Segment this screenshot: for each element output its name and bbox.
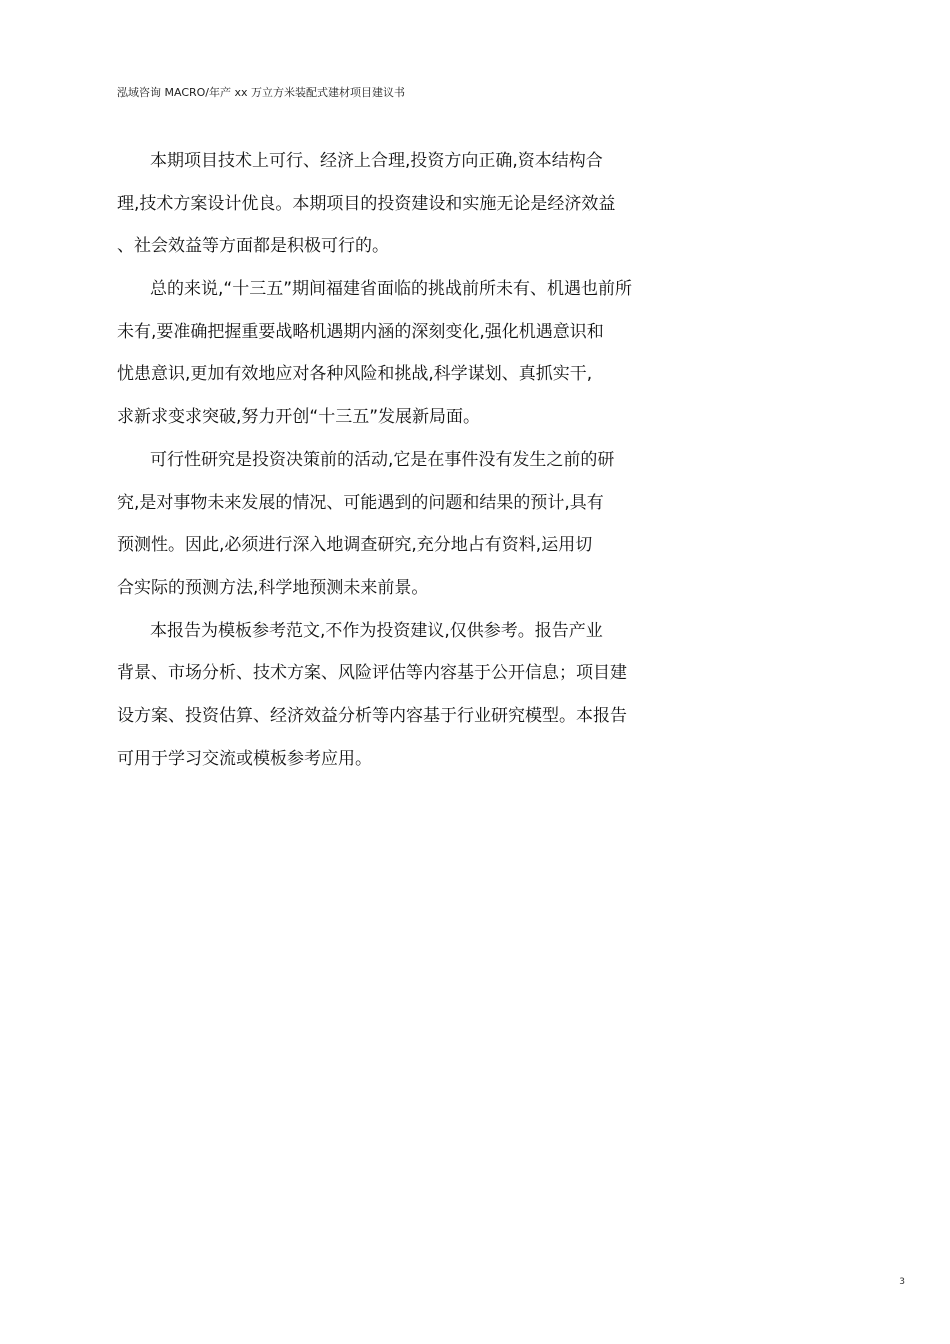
text-line: 可行性研究是投资决策前的活动,它是在事件没有发生之前的研 xyxy=(150,449,615,470)
paragraph-1 xyxy=(117,140,677,268)
text-line: 忧患意识,更加有效地应对各种风险和挑战,科学谋划、真抓实干, xyxy=(117,364,593,385)
page-header: 泓域咨询 MACRO/年产 xx 万立方米装配式建材项目建议书 xyxy=(117,86,406,99)
text-line: 总的来说,“十三五”期间福建省面临的挑战前所未有、机遇也前所 xyxy=(150,279,633,300)
text-line: 未有,要准确把握重要战略机遇期内涵的深刻变化,强化机遇意识和 xyxy=(117,321,604,342)
text-line: 设方案、投资估算、经济效益分析等内容基于行业研究模型。本报告 xyxy=(117,705,627,726)
paragraph-2 xyxy=(117,268,677,439)
text-line: 理,技术方案设计优良。本期项目的投资建设和实施无论是经济效益 xyxy=(117,193,616,214)
paragraph-3 xyxy=(117,439,677,610)
text-line: 本期项目技术上可行、经济上合理,投资方向正确,资本结构合 xyxy=(150,151,603,171)
text-line: 可用于学习交流或模板参考应用。 xyxy=(117,748,372,769)
text-line: 预测性。因此,必须进行深入地调查研究,充分地占有资料,运用切 xyxy=(117,535,593,556)
text-line: 背景、市场分析、技术方案、风险评估等内容基于公开信息；项目建 xyxy=(117,663,627,684)
text-line: 合实际的预测方法,科学地预测未来前景。 xyxy=(117,577,429,598)
paragraph-4 xyxy=(117,610,677,781)
page-number: 3 xyxy=(899,1277,905,1287)
text-line: 、社会效益等方面都是积极可行的。 xyxy=(117,236,389,257)
document-body xyxy=(117,140,677,780)
text-line: 求新求变求突破,努力开创“十三五”发展新局面。 xyxy=(117,407,481,428)
text-line: 究,是对事物未来发展的情况、可能遇到的问题和结果的预计,具有 xyxy=(117,492,604,513)
text-line: 本报告为模板参考范文,不作为投资建议,仅供参考。报告产业 xyxy=(150,620,603,641)
